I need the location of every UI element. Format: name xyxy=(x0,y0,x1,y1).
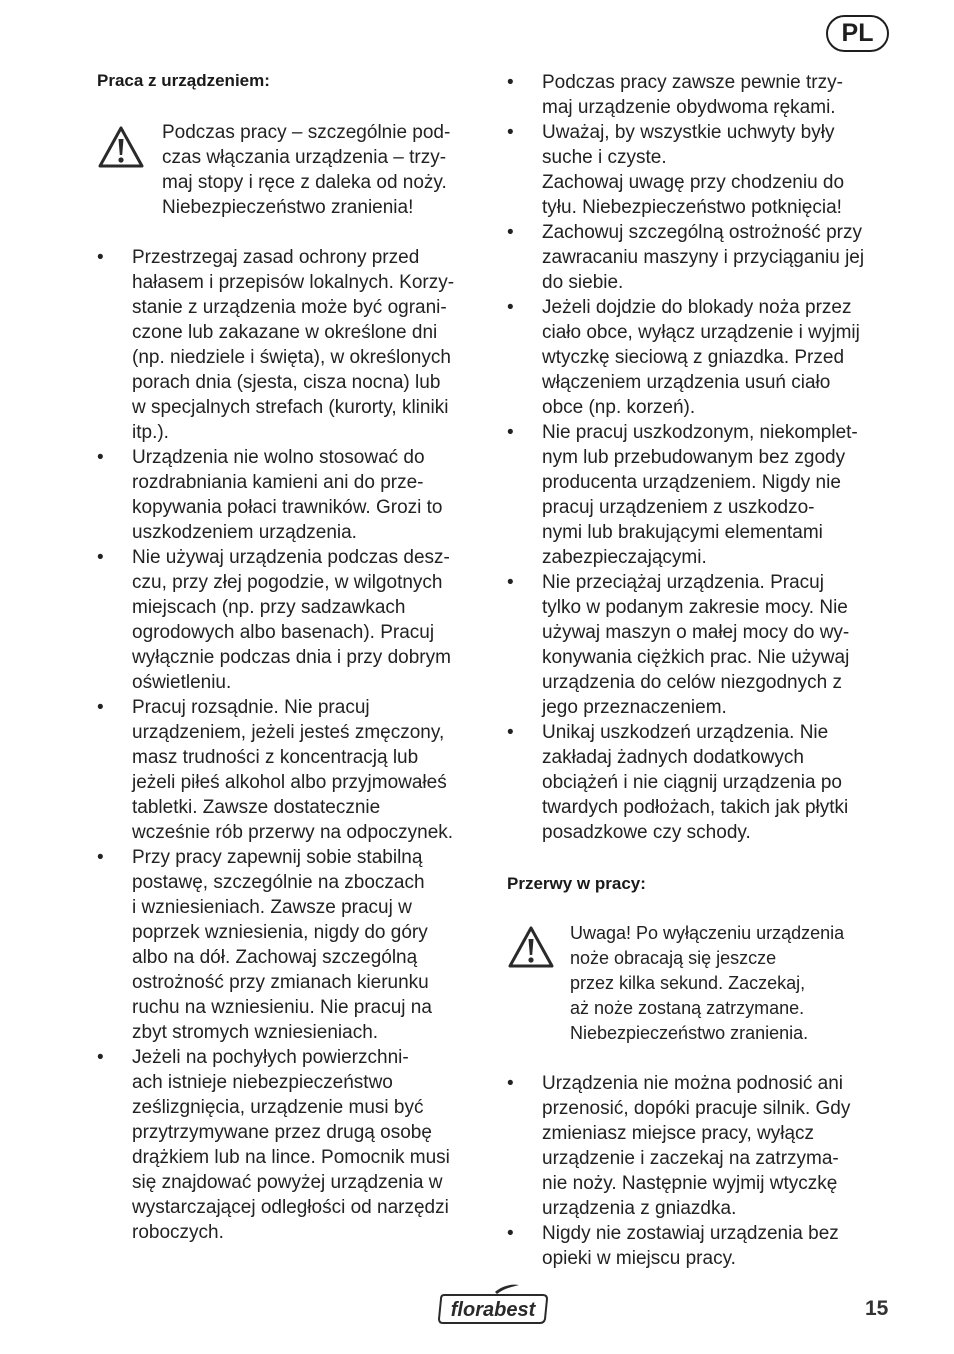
text-line: • Nie przeciążaj urządzenia. Pracuj xyxy=(542,572,824,593)
text-line: • Urządzenia nie wolno stosować do xyxy=(132,447,425,468)
list-item xyxy=(97,845,482,1045)
text-line: wystarczającej odległości od narzędzi xyxy=(132,1197,449,1218)
text-line: zawracaniu maszyny i przyciąganiu jej xyxy=(542,247,865,268)
list-item xyxy=(507,70,892,120)
warning-triangle-icon xyxy=(507,925,555,969)
text-line: obciążeń i nie ciągnij urządzenia po xyxy=(542,772,842,793)
text-line: • Nigdy nie zostawiaj urządzenia bez xyxy=(542,1223,839,1244)
section-title-operation: Praca z urządzeniem: xyxy=(97,71,270,90)
list-item xyxy=(507,420,892,570)
text-line: włączeniem urządzenia usuń ciało xyxy=(542,372,831,393)
safety-bullet-list xyxy=(97,245,482,1245)
text-line: urządzeniem, jeżeli jesteś zmęczony, xyxy=(132,722,445,743)
text-line: nymi lub brakującymi elementami xyxy=(542,522,823,543)
text-line: jego przeznaczeniem. xyxy=(542,697,727,718)
right-column xyxy=(507,70,892,1271)
text-line: rozdrabniania kamieni ani do prze- xyxy=(132,472,424,493)
text-line: i wzniesieniach. Zawsze pracuj w xyxy=(132,897,412,918)
list-item xyxy=(97,695,482,845)
text-line: • Przestrzegaj zasad ochrony przed xyxy=(132,247,420,268)
text-line: nym lub przebudowanym bez zgody xyxy=(542,447,846,468)
text-line: urządzenie i zaczekaj na zatrzyma- xyxy=(542,1148,839,1169)
text-line: Niebezpieczeństwo zranienia! xyxy=(162,197,414,218)
language-badge: PL xyxy=(826,15,889,52)
text-line: Zachowaj uwagę przy chodzeniu do xyxy=(542,172,845,193)
text-line: • Unikaj uszkodzeń urządzenia. Nie xyxy=(542,722,829,743)
text-line: pracuj urządzeniem z uszkodzo- xyxy=(542,497,815,518)
text-line: zabezpieczającymi. xyxy=(542,547,707,568)
text-line: wyłącznie podczas dnia i przy dobrym xyxy=(132,647,451,668)
text-line: roboczych. xyxy=(132,1222,224,1243)
text-line: czone lub zakazane w określone dni xyxy=(132,322,438,343)
text-line: przytrzymywane przez drugą osobę xyxy=(132,1122,432,1143)
text-line: kopywania połaci trawników. Grozi to xyxy=(132,497,443,518)
logo-text: florabest xyxy=(450,1299,536,1321)
list-item xyxy=(507,1071,892,1221)
text-line: opieki w miejscu pracy. xyxy=(542,1248,736,1269)
text-line: przenosić, dopóki pracuje silnik. Gdy xyxy=(542,1098,851,1119)
text-line: przez kilka sekund. Zaczekaj, xyxy=(570,973,806,993)
list-item xyxy=(97,1045,482,1245)
list-item xyxy=(97,245,482,445)
text-line: czas włączania urządzenia – trzy- xyxy=(162,147,447,168)
text-line: urządzenia z gniazdka. xyxy=(542,1198,737,1219)
warning-triangle-icon xyxy=(97,125,145,169)
text-line: porach dnia (sjesta, cisza nocna) lub xyxy=(132,372,441,393)
text-line: używaj maszyn o małej mocy do wy- xyxy=(542,622,850,643)
left-column xyxy=(97,68,482,1245)
warning-block xyxy=(97,120,482,245)
text-line: twardych podłożach, takich jak płytki xyxy=(542,797,849,818)
safety-bullet-list xyxy=(507,70,892,845)
text-line: ach istnieje niebezpieczeństwo xyxy=(132,1072,393,1093)
text-line: • Jeżeli dojdzie do blokady noża przez xyxy=(542,297,852,318)
list-item xyxy=(97,445,482,545)
list-item xyxy=(507,720,892,845)
text-line: drążkiem lub na lince. Pomocnik musi xyxy=(132,1147,450,1168)
text-line: maj stopy i ręce z daleka od noży. xyxy=(162,172,447,193)
text-line: maj urządzenie obydwoma rękami. xyxy=(542,97,836,118)
list-item xyxy=(97,545,482,695)
text-line: uszkodzeniem urządzenia. xyxy=(132,522,357,543)
text-line: tabletki. Zawsze dostatecznie xyxy=(132,797,381,818)
text-line: hałasem i przepisów lokalnych. Korzy- xyxy=(132,272,455,293)
text-line: ciało obce, wyłącz urządzenie i wyjmij xyxy=(542,322,860,343)
section-title-breaks: Przerwy w pracy: xyxy=(507,874,646,893)
text-line: tylko w podanym zakresie mocy. Nie xyxy=(542,597,848,618)
text-line: stanie z urządzenia może być ograni- xyxy=(132,297,447,318)
text-line: ogrodowych albo basenach). Pracuj xyxy=(132,622,435,643)
text-line: Niebezpieczeństwo zranienia. xyxy=(570,1023,809,1043)
warning-text xyxy=(570,921,892,1046)
text-line: ostrożność przy zmianach kierunku xyxy=(132,972,429,993)
text-line: masz trudności z koncentracją lub xyxy=(132,747,419,768)
warning-block xyxy=(507,921,892,1071)
text-line: zbyt stromych wzniesieniach. xyxy=(132,1022,379,1043)
text-line: wtyczkę sieciową z gniazdka. Przed xyxy=(542,347,845,368)
text-line: czu, przy złej pogodzie, w wilgotnych xyxy=(132,572,443,593)
text-line: Podczas pracy – szczególnie pod- xyxy=(162,122,451,143)
text-line: obce (np. korzeń). xyxy=(542,397,696,418)
text-line: ruchu na wzniesieniu. Nie pracuj na xyxy=(132,997,432,1018)
text-line: urządzenia do celów niezgodnych z xyxy=(542,672,842,693)
text-line: miejscach (np. przy sadzawkach xyxy=(132,597,406,618)
text-line: Uwaga! Po wyłączeniu urządzenia xyxy=(570,923,845,943)
text-line: suche i czyste. xyxy=(542,147,667,168)
text-line: do siebie. xyxy=(542,272,624,293)
text-line: poprzek wzniesienia, nigdy do góry xyxy=(132,922,428,943)
text-line: albo na dół. Zachowaj szczególną xyxy=(132,947,418,968)
text-line: itp.). xyxy=(132,422,169,443)
list-item xyxy=(507,570,892,720)
text-line: się znajdować powyżej urządzenia w xyxy=(132,1172,443,1193)
text-line: • Nie pracuj uszkodzonym, niekomplet- xyxy=(542,422,858,443)
text-line: • Uważaj, by wszystkie uchwyty były xyxy=(542,122,835,143)
text-line: zakładaj żadnych dodatkowych xyxy=(542,747,804,768)
safety-bullet-list xyxy=(507,1071,892,1271)
page-number: 15 xyxy=(865,1297,889,1320)
text-line: zmieniasz miejsce pracy, wyłącz xyxy=(542,1123,815,1144)
text-line: wcześnie rób przerwy na odpoczynek. xyxy=(132,822,454,843)
text-line: producenta urządzeniem. Nigdy nie xyxy=(542,472,841,493)
text-line: • Nie używaj urządzenia podczas desz- xyxy=(132,547,450,568)
text-line: posadzkowe czy schody. xyxy=(542,822,751,843)
text-line: noże obracają się jeszcze xyxy=(570,948,777,968)
text-line: • Pracuj rozsądnie. Nie pracuj xyxy=(132,697,370,718)
list-item xyxy=(507,295,892,420)
list-item xyxy=(507,220,892,295)
text-line: (np. niedziele i święta), w określonych xyxy=(132,347,451,368)
text-line: tyłu. Niebezpieczeństwo potknięcia! xyxy=(542,197,842,218)
text-line: • Przy pracy zapewnij sobie stabilną xyxy=(132,847,423,868)
text-line: nie noży. Następnie wyjmij wtyczkę xyxy=(542,1173,838,1194)
text-line: • Jeżeli na pochyłych powierzchni- xyxy=(132,1047,409,1068)
text-line: jeżeli piłeś alkohol albo przyjmowałeś xyxy=(132,772,447,793)
text-line: aż noże zostaną zatrzymane. xyxy=(570,998,805,1018)
text-line: oświetleniu. xyxy=(132,672,232,693)
florabest-logo xyxy=(437,1283,549,1327)
text-line: • Urządzenia nie można podnosić ani xyxy=(542,1073,844,1094)
list-item xyxy=(507,120,892,220)
text-line: postawę, szczególnie na zboczach xyxy=(132,872,425,893)
text-line: ześlizgnięcia, urządzenie musi być xyxy=(132,1097,424,1118)
text-line: w specjalnych strefach (kurorty, kliniki xyxy=(132,397,449,418)
list-item xyxy=(507,1221,892,1271)
text-line: • Podczas pracy zawsze pewnie trzy- xyxy=(542,72,843,93)
warning-text xyxy=(162,120,482,220)
text-line: • Zachowuj szczególną ostrożność przy xyxy=(542,222,862,243)
text-line: konywania ciężkich prac. Nie używaj xyxy=(542,647,850,668)
